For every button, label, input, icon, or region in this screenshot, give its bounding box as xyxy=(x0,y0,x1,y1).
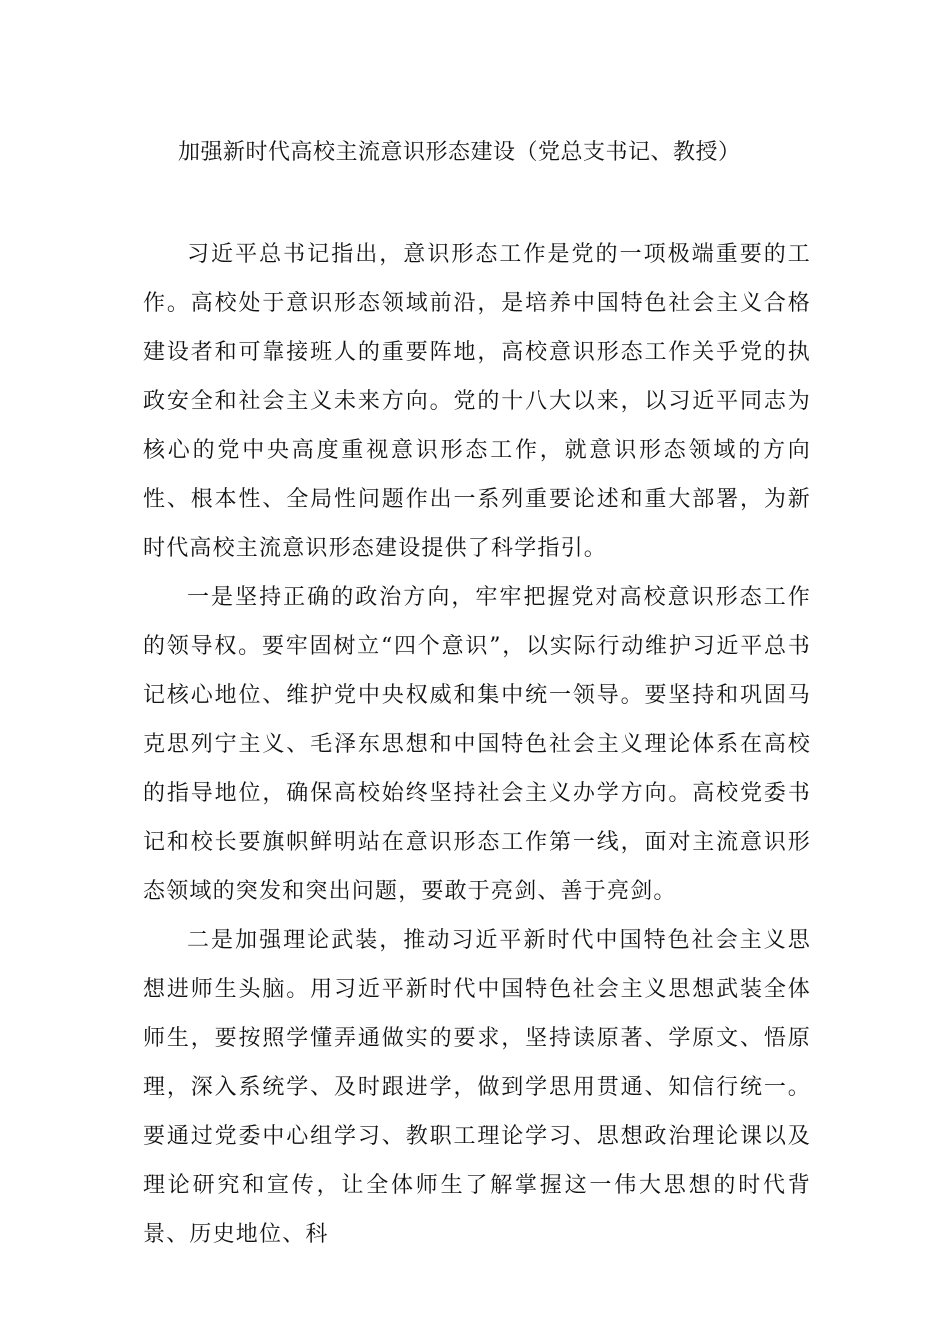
document-title: 加强新时代高校主流意识形态建设（党总支书记、教授） xyxy=(178,140,741,165)
paragraph-intro: 习近平总书记指出，意识形态工作是党的一项极端重要的工作。高校处于意识形态领域前沿，是培养中国特色社会主义合格建设者和可靠接班人的重要阵地，高校意识形态工作关乎党的执政安全和社会主义未来方向。党的十八大以来，以习近平同志为核心的党中央高度重视意识形态工作，就意识形态领域的方向性、根本性、全局性问题作出一系列重要论述和重大部署，为新时代高校主流意识形态建设提供了科学指引。 xyxy=(143,242,811,561)
paragraph-point-two: 二是加强理论武装，推动习近平新时代中国特色社会主义思想进师生头脑。用习近平新时代中国特色社会主义思想武装全体师生，要按照学懂弄通做实的要求，坚持读原著、学原文、悟原理，深入系统学、及时跟进学，做到学思用贯通、知信行统一。要通过党委中心组学习、教职工理论学习、思想政治理论课以及理论研究和宣传，让全体师生了解掌握这一伟大思想的时代背景、历史地位、科 xyxy=(143,928,811,1247)
document-body xyxy=(143,230,811,1259)
paragraph-point-one: 一是坚持正确的政治方向，牢牢把握党对高校意识形态工作的领导权。要牢固树立“四个意识”，以实际行动维护习近平总书记核心地位、维护党中央权威和集中统一领导。要坚持和巩固马克思列宁主义、毛泽东思想和中国特色社会主义理论体系在高校的指导地位，确保高校始终坚持社会主义办学方向。高校党委书记和校长要旗帜鲜明站在意识形态工作第一线，面对主流意识形态领域的突发和突出问题，要敢于亮剑、善于亮剑。 xyxy=(143,585,811,904)
